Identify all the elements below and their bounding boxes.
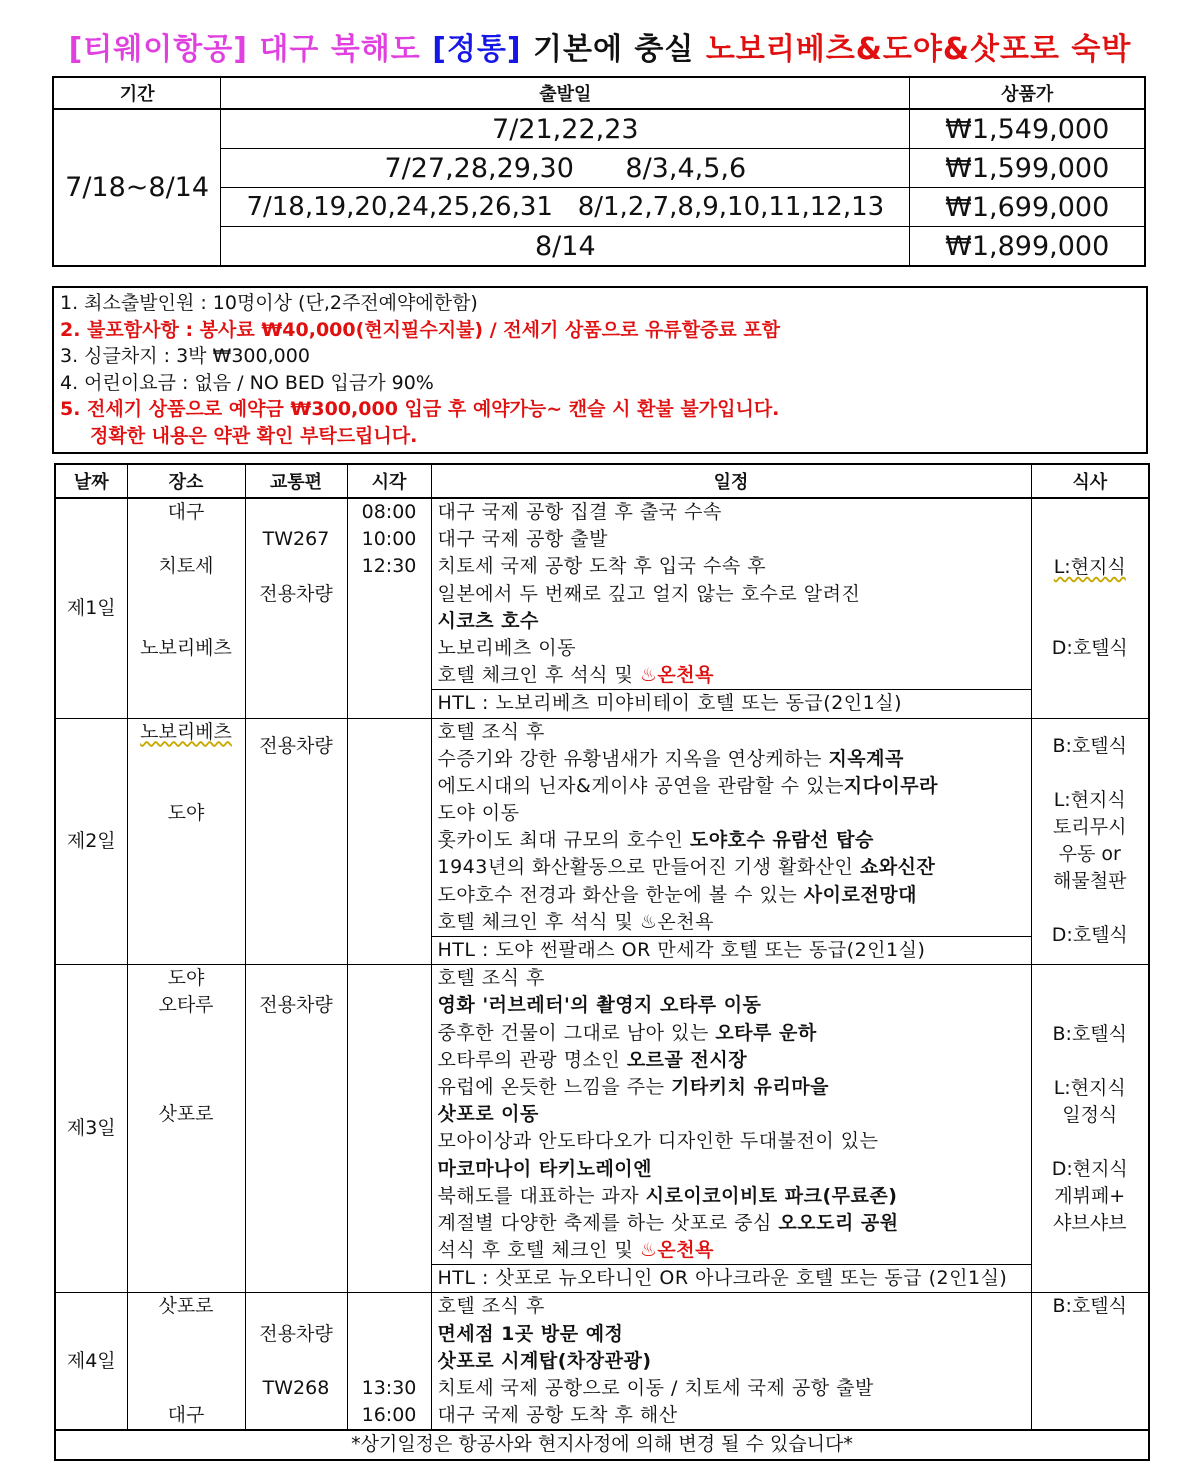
footer-note: *상기일정은 항공사와 현지사정에 의해 변경 될 수 있습니다* — [55, 1430, 1149, 1459]
schedule-line: 에도시대의 닌자&게이샤 공연을 관람할 수 있는지다이무라 — [437, 774, 939, 797]
note-item: 2. 불포함사항 : 봉사료 ₩40,000(현지필수지불) / 전세기 상품으로 유류할증료 포함 — [60, 318, 781, 341]
time: 08:00 — [361, 501, 417, 523]
price-row — [53, 109, 1145, 149]
transport-cell — [245, 498, 347, 718]
place-cell — [127, 498, 245, 718]
meal: B:호텔식 — [1052, 1295, 1127, 1318]
day-label: 제2일 — [55, 718, 127, 965]
note-item: 정확한 내용은 약관 확인 부탁드립니다. — [90, 424, 418, 447]
day-label: 제3일 — [55, 965, 127, 1293]
place: 도야 — [167, 802, 205, 825]
schedule-line: 도야 이동 — [437, 802, 520, 825]
onsen-highlight: ♨온천욕 — [639, 664, 714, 687]
header-meal: 식사 — [1031, 464, 1149, 498]
transport: 전용차량 — [259, 734, 333, 757]
schedule-cell — [431, 1293, 1031, 1430]
schedule-cell — [431, 965, 1031, 1293]
time-cell — [347, 498, 431, 718]
meal: L:현지식 — [1053, 556, 1126, 579]
time: 10:00 — [361, 528, 417, 551]
time-cell — [347, 1293, 431, 1430]
departure-dates: 7/27,28,29,30 8/3,4,5,6 — [221, 149, 910, 188]
note-item: 5. 전세기 상품으로 예약금 ₩300,000 입금 후 예약가능~ 캔슬 시 환불 불가입니다. — [60, 398, 780, 420]
header-price: 상품가 — [910, 77, 1145, 109]
schedule-line: 북해도를 대표하는 과자 시로이코이비토 파크(무료존) — [437, 1184, 898, 1207]
place: 도야 — [167, 967, 205, 990]
place: 치토세 — [158, 555, 214, 578]
schedule-line: 대구 국제 공항 출발 — [437, 528, 608, 551]
hotel-line: HTL : 삿포로 뉴오타니인 OR 아나크라운 호텔 또는 동급 (2인1실) — [432, 1264, 1031, 1292]
schedule-line: 면세점 1곳 방문 예정 — [437, 1322, 624, 1345]
schedule-line: 수증기와 강한 유황냄새가 지옥을 연상케하는 지옥계곡 — [437, 747, 904, 770]
schedule-cell — [431, 498, 1031, 718]
transport-cell — [245, 718, 347, 965]
header-schedule: 일정 — [431, 464, 1031, 498]
time-cell — [347, 718, 431, 965]
hotel-line: HTL : 도야 썬팔래스 OR 만세각 호텔 또는 동급(2인1실) — [432, 936, 1031, 964]
schedule-line: 치토세 국제 공항 도착 후 입국 수속 후 — [437, 555, 767, 578]
schedule-line: 호텔 조식 후 — [437, 1295, 545, 1318]
onsen-highlight: ♨온천욕 — [639, 1239, 714, 1262]
note-item: 4. 어린이요금 : 없음 / NO BED 입금가 90% — [60, 371, 434, 394]
meal-cell — [1031, 718, 1149, 965]
notes-box — [52, 286, 1148, 454]
price-value: ₩1,699,000 — [910, 188, 1145, 227]
header-day: 날짜 — [55, 464, 127, 498]
price-header-row — [53, 77, 1145, 109]
transport: 전용차량 — [259, 1322, 333, 1345]
price-value: ₩1,899,000 — [910, 227, 1145, 267]
header-departure: 출발일 — [221, 77, 910, 109]
time: 16:00 — [361, 1404, 417, 1427]
time: 13:30 — [361, 1377, 417, 1399]
day-row — [55, 498, 1149, 718]
schedule-cell — [431, 718, 1031, 965]
schedule-line: 중후한 건물이 그대로 남아 있는 오타루 운하 — [437, 1021, 817, 1044]
schedule-line: 호텔 체크인 후 석식 및 ♨온천욕 — [437, 910, 714, 933]
schedule-line: 계절별 다양한 축제를 하는 삿포로 중심 오오도리 공원 — [437, 1211, 899, 1234]
itinerary-table — [54, 463, 1150, 1461]
place: 대구 — [167, 1404, 205, 1427]
schedule-line: 도야호수 전경과 화산을 한눈에 볼 수 있는 사이로전망대 — [437, 883, 917, 906]
meal: D:호텔식 — [1051, 637, 1128, 660]
schedule-line: 호텔 조식 후 — [437, 967, 545, 990]
schedule-line: 대구 국제 공항 도착 후 해산 — [437, 1404, 678, 1427]
meal: L:현지식 — [1053, 1076, 1126, 1099]
price-table — [52, 76, 1146, 267]
header-time: 시각 — [347, 464, 431, 498]
meal: L:현지식 — [1053, 789, 1126, 812]
day-row — [55, 718, 1149, 965]
header-period: 기간 — [53, 77, 221, 109]
departure-dates: 7/21,22,23 — [221, 109, 910, 149]
place: 노보리베츠 — [140, 636, 232, 659]
schedule-line: 석식 후 호텔 체크인 및 ♨온천욕 — [437, 1239, 714, 1262]
place: 오타루 — [158, 994, 214, 1017]
schedule-line: 노보리베츠 이동 — [437, 636, 577, 659]
meal: 게뷔페+ — [1054, 1184, 1126, 1207]
schedule-line: 1943년의 화산활동으로 만들어진 기생 활화산인 쇼와신잔 — [437, 856, 936, 879]
day-row — [55, 1293, 1149, 1430]
title-airline: [티웨이항공] — [68, 32, 248, 67]
departure-dates: 7/18,19,20,24,25,26,31 8/1,2,7,8,9,10,11,12,13 — [221, 188, 910, 227]
meal: B:호텔식 — [1052, 735, 1127, 758]
time-cell — [347, 965, 431, 1293]
title-route: 대구 북해도 — [259, 32, 421, 67]
schedule-line: 오타루의 관광 명소인 오르골 전시장 — [437, 1048, 748, 1071]
price-value: ₩1,549,000 — [910, 109, 1145, 149]
page-title — [0, 24, 1200, 68]
transport: 전용차량 — [259, 994, 333, 1017]
meal-cell — [1031, 965, 1149, 1293]
schedule-line: 삿포로 이동 — [437, 1103, 539, 1126]
schedule-line: 영화 '러브레터'의 촬영지 오타루 이동 — [437, 994, 762, 1017]
meal-cell — [1031, 1293, 1149, 1430]
header-place: 장소 — [127, 464, 245, 498]
flight: TW267 — [262, 528, 330, 551]
schedule-line: 홋카이도 최대 규모의 호수인 도야호수 유람선 탑승 — [437, 829, 874, 852]
title-stays: 노보리베츠&도야&삿포로 숙박 — [705, 32, 1132, 67]
meal: 토리무시 — [1053, 816, 1127, 839]
price-value: ₩1,599,000 — [910, 149, 1145, 188]
footer-row — [55, 1430, 1149, 1459]
schedule-line: 모아이상과 안도타다오가 디자인한 두대불전이 있는 — [437, 1130, 879, 1153]
transport-cell — [245, 1293, 347, 1430]
schedule-line: 일본에서 두 번째로 깊고 얼지 않는 호수로 알려진 — [437, 582, 861, 605]
itinerary-header-row — [55, 464, 1149, 498]
meal: 해물철판 — [1053, 870, 1127, 893]
meal: D:호텔식 — [1051, 924, 1128, 947]
schedule-line: 마코마나이 타키노레이엔 — [437, 1157, 653, 1180]
note-item: 3. 싱글차지 : 3박 ₩300,000 — [60, 345, 310, 367]
schedule-line: 치토세 국제 공항으로 이동 / 치토세 국제 공항 출발 — [437, 1377, 874, 1399]
title-slogan: 기본에 충실 — [533, 32, 695, 67]
meal: 우동 or — [1058, 843, 1121, 866]
meal: 일정식 — [1062, 1103, 1118, 1126]
meal: 샤브샤브 — [1053, 1211, 1127, 1234]
schedule-line: 대구 국제 공항 집결 후 출국 수속 — [437, 501, 722, 523]
title-tag: [정통] — [432, 32, 522, 67]
place-cell — [127, 965, 245, 1293]
departure-dates: 8/14 — [221, 227, 910, 267]
schedule-line: 호텔 체크인 후 석식 및 ♨온천욕 — [437, 664, 714, 687]
header-transport: 교통편 — [245, 464, 347, 498]
meal: D:현지식 — [1051, 1157, 1128, 1180]
place: 삿포로 — [158, 1295, 214, 1318]
day-label: 제4일 — [55, 1293, 127, 1430]
schedule-line: 유럽에 온듯한 느낌을 주는 기타키치 유리마을 — [437, 1075, 830, 1098]
period-cell: 7/18~8/14 — [53, 109, 221, 266]
schedule-line: 호텔 조식 후 — [437, 720, 545, 743]
meal: B:호텔식 — [1052, 1022, 1127, 1045]
place: 삿포로 — [158, 1103, 214, 1126]
place-cell — [127, 718, 245, 965]
flight: TW268 — [262, 1377, 330, 1399]
place-cell — [127, 1293, 245, 1430]
day-label: 제1일 — [55, 498, 127, 718]
day-row — [55, 965, 1149, 1293]
meal-cell — [1031, 498, 1149, 718]
transport-cell — [245, 965, 347, 1293]
place: 대구 — [167, 501, 205, 523]
note-item: 1. 최소출발인원 : 10명이상 (단,2주전예약에한함) — [60, 292, 478, 314]
place: 노보리베츠 — [140, 720, 232, 743]
schedule-line: 시코츠 호수 — [437, 609, 539, 632]
time: 12:30 — [361, 555, 417, 578]
transport: 전용차량 — [259, 582, 333, 605]
schedule-line: 삿포로 시계탑(차장관광) — [437, 1349, 652, 1372]
hotel-line: HTL : 노보리베츠 미야비테이 호텔 또는 동급(2인1실) — [432, 689, 1031, 717]
